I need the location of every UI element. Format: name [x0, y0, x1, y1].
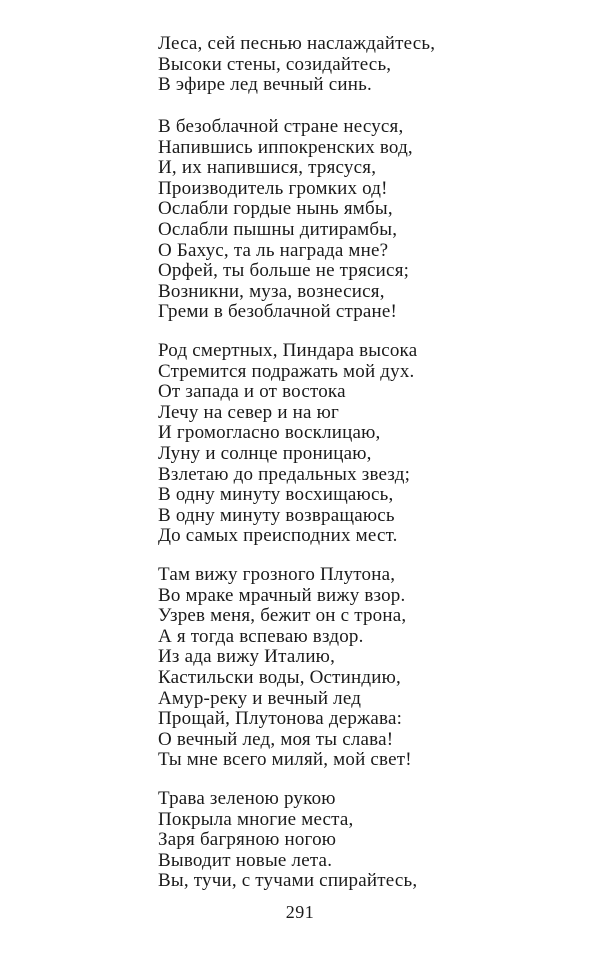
- poem-line: Из ада вижу Италию,: [158, 646, 336, 668]
- poem-line: О Бахус, та ль награда мне?: [158, 239, 389, 261]
- poem-line: В безоблачной стране несуся,: [158, 116, 404, 137]
- poem-line: Выводит новые лета.: [158, 849, 333, 871]
- poem-line: И громогласно восклицаю,: [158, 422, 381, 444]
- poem-line: О вечный лед, моя ты слава!: [158, 728, 394, 750]
- poem-line: Орфей, ты больше не трясися;: [158, 260, 410, 282]
- stanza-3: [158, 341, 417, 547]
- poem-line: Вы, тучи, с тучами спирайтесь,: [158, 870, 418, 892]
- poem-line: В эфире лед вечный синь.: [158, 74, 372, 96]
- poem-line: Стремится подражать мой дух.: [158, 360, 415, 382]
- stanza-4: [158, 565, 412, 771]
- poem-line: Высоки стены, созидайтесь,: [158, 53, 392, 75]
- poem-line: А я тогда вспеваю вздор.: [158, 625, 364, 647]
- poem-line: Там вижу грозного Плутона,: [158, 564, 396, 585]
- poem-line: Лечу на север и на юг: [158, 401, 339, 423]
- poem-line: Ты мне всего миляй, мой свет!: [158, 749, 412, 771]
- poem-line: Леса, сей песнью наслаждайтесь,: [158, 33, 436, 54]
- poem-line: В одну минуту возвращаюсь: [158, 504, 395, 526]
- poem-line: Узрев меня, бежит он с трона,: [158, 605, 407, 627]
- page-number: 291: [285, 902, 315, 922]
- poem-line: Род смертных, Пиндара высока: [158, 340, 418, 361]
- poem-line: Амур-реку и вечный лед: [158, 687, 362, 709]
- stanza-5: [158, 789, 417, 892]
- poem-line: Прощай, Плутонова держава:: [158, 708, 403, 730]
- poem-line: Возникни, муза, вознесися,: [158, 280, 385, 302]
- poem-line: Луну и солнце проницаю,: [158, 442, 372, 464]
- poem-line: И, их напившися, трясуся,: [158, 157, 377, 179]
- poem-line: Ослабли пышны дитирамбы,: [158, 218, 398, 240]
- poem-line: В одну минуту восхищаюсь,: [158, 484, 394, 506]
- poem-line: Заря багряною ногою: [158, 829, 337, 851]
- poem-line: Греми в безоблачной стране!: [158, 301, 398, 323]
- poem-line: Производитель громких од!: [158, 177, 388, 199]
- poem-line: Трава зеленою рукою: [158, 788, 336, 809]
- poem-line: От запада и от востока: [158, 381, 346, 403]
- poem-line: Ослабли гордые нынь ямбы,: [158, 198, 393, 220]
- poem-line: Напившись иппокренских вод,: [158, 136, 413, 158]
- stanza-2: [158, 117, 413, 323]
- poem-line: Во мраке мрачный вижу взор.: [158, 584, 406, 606]
- stanza-1: [158, 34, 435, 96]
- poem-line: Кастильски воды, Остиндию,: [158, 666, 401, 688]
- poem-line: Покрыла многие места,: [158, 808, 354, 830]
- poem-line: До самых преисподних мест.: [158, 525, 398, 547]
- poem-line: Взлетаю до предальных звезд;: [158, 463, 411, 485]
